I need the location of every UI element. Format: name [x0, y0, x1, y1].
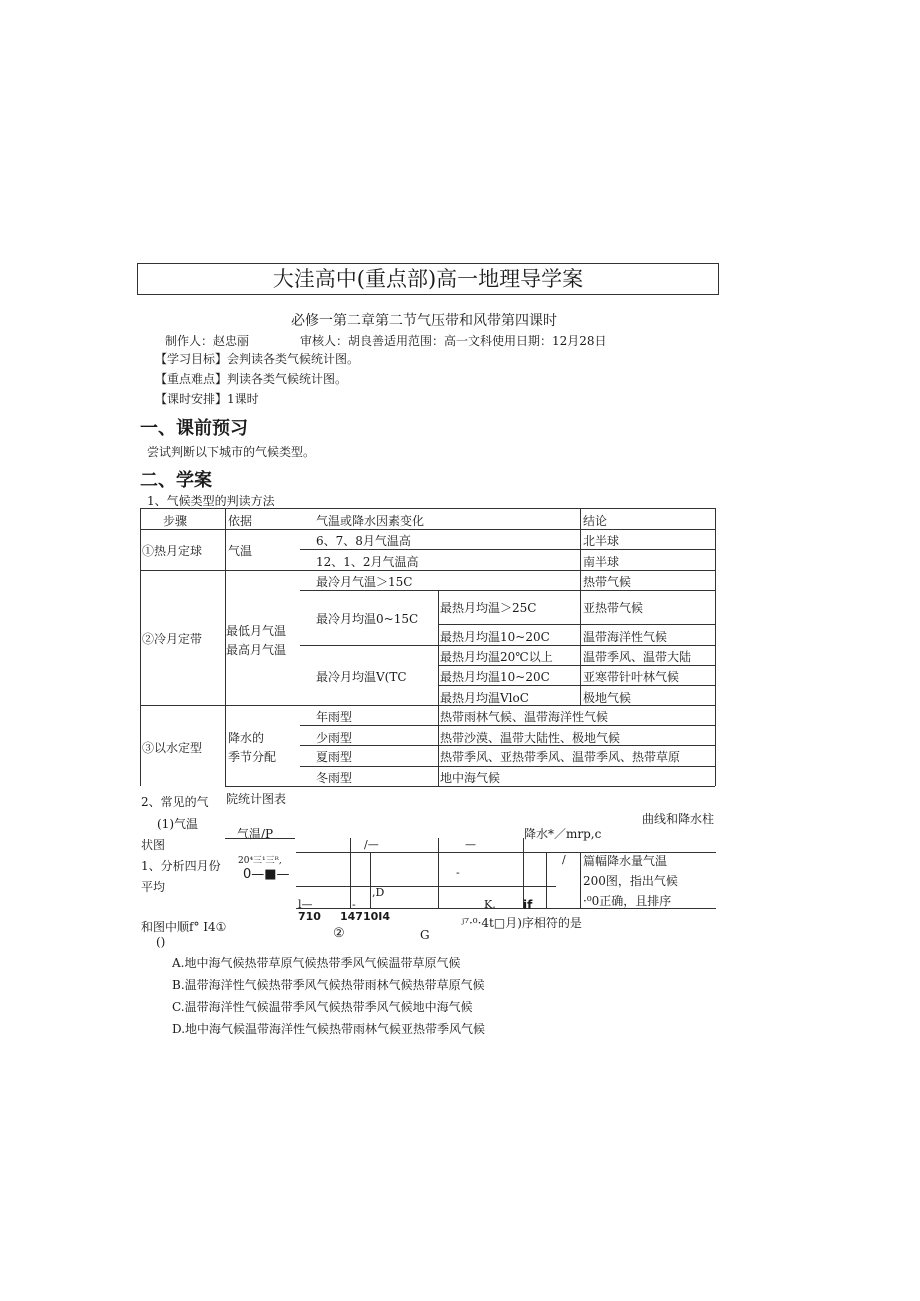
chart-frag1: 20⁴三¹三ᴿ, [238, 856, 282, 866]
step2-low-row3-result: 极地气候 [583, 691, 632, 705]
chart-frag7: / [562, 853, 566, 866]
part2-sub-c: (1)气温 [157, 817, 198, 831]
step3-basis-a: 降水的 [228, 731, 265, 745]
section1-text: 尝试判断以下城市的气候类型。 [147, 445, 316, 459]
chart-frag8: l— [298, 898, 313, 911]
step1-result-south: 南半球 [583, 555, 620, 569]
step1-change-north: 6、7、8月气温高 [316, 534, 411, 548]
subtitle: 必修一第二章第二节气压带和风带第四课时 [291, 313, 557, 329]
option-d: D.地中海气候温带海洋性气候热带雨林气候亚热带季风气候 [172, 1022, 486, 1036]
step1-result-north: 北半球 [583, 534, 620, 548]
step3-result-summer: 热带季风、亚热带季风、温带季风、热带草原 [440, 750, 681, 764]
step3-label: ③以水定型 [142, 741, 203, 755]
step3-type-summer: 夏雨型 [316, 750, 353, 764]
step2-low-row1-cond: 最热月均温20℃以上 [440, 650, 553, 664]
step2-low-row3-cond: 最热月均温VloC [440, 691, 529, 705]
question1-right-a: 篇幅降水量气温 [583, 854, 668, 868]
chart-frag4: — [465, 838, 476, 851]
step3-basis-b: 季节分配 [228, 750, 277, 764]
question1-right-b: 200图，指出气候 [583, 874, 678, 888]
step2-low-row2-cond: 最热月均温10~20C [440, 670, 550, 684]
chart-frag13: 14710I4 [340, 910, 391, 923]
header-change: 气温或降水因素变化 [316, 514, 425, 528]
step1-basis: 气温 [228, 544, 253, 558]
answer-paren: () [156, 935, 166, 949]
step2-mid-row1-cond: 最热月均温＞25C [440, 601, 537, 615]
step3-type-winter: 冬雨型 [316, 771, 353, 785]
step3-type-year: 年雨型 [316, 710, 353, 724]
step2-mid-cond: 最冷月均温0~15C [316, 612, 419, 626]
option-c: C.温带海洋性气候温带季风气候热带季风气候地中海气候 [172, 1000, 473, 1014]
chart-frag6: ,D [372, 886, 385, 899]
question1-mid: ʲ⁷·⁰·4t□月)序相符的是 [461, 916, 582, 930]
key-difficulty: 【重点难点】判读各类气候统计图。 [155, 372, 348, 386]
part2-sub-d: 曲线和降水柱 [642, 812, 715, 826]
axis-precip-label: 降水*／mrp,c [524, 827, 602, 841]
question1-a: 1、分析四月份 [141, 859, 221, 873]
step1-label: ①热月定球 [142, 544, 203, 558]
section2-subheading: 1、气候类型的判读方法 [147, 494, 275, 508]
author-label: 制作人：赵忠丽 [165, 334, 250, 348]
section2-heading: 二、学案 [140, 470, 212, 491]
chart-frag12: 710 [298, 910, 321, 923]
question1-right-c: ·⁰0正确，且排序 [583, 894, 672, 908]
question1-line: 和图中顺f° I4① [141, 920, 227, 934]
marker-g: G [420, 928, 430, 942]
part2-sub-e: 状图 [141, 838, 166, 852]
header-basis: 依据 [228, 514, 253, 528]
axis-temp-label: 气温/P [237, 827, 274, 841]
step1-change-south: 12、1、2月气温高 [316, 555, 419, 569]
option-b: B.温带海洋性气候热带季风气候热带雨林气候热带草原气候 [172, 978, 485, 992]
header-step: 步骤 [163, 514, 188, 528]
chart-frag3: /— [364, 838, 379, 851]
header-result: 结论 [583, 514, 608, 528]
circle-two: ② [333, 926, 345, 941]
step2-low-row1-result: 温带季风、温带大陆 [583, 650, 692, 664]
chart-frag10: K. [484, 898, 496, 911]
document-title: 大洼高中(重点部)高一地理导学案 [137, 263, 719, 295]
step2-mid-row2-result: 温带海洋性气候 [583, 630, 668, 644]
option-a: A.地中海气候热带草原气候热带季风气候温带草原气候 [172, 956, 461, 970]
question1-b: 平均 [141, 880, 166, 894]
step3-result-year: 热带雨林气候、温带海洋性气候 [440, 710, 609, 724]
chart-frag11: if [523, 898, 533, 912]
step2-low-row2-result: 亚寒带针叶林气候 [583, 670, 680, 684]
step2-label: ②冷月定带 [142, 632, 203, 646]
chart-frag5: - [456, 866, 460, 879]
step2-basis-min: 最低月气温 [226, 624, 287, 638]
step2-mid-row1-result: 亚热带气候 [583, 601, 644, 615]
step2-low-cond: 最冷月均温V(TC [316, 670, 407, 684]
step2-mid-row2-cond: 最热月均温10~20C [440, 630, 550, 644]
step3-result-winter: 地中海气候 [440, 771, 501, 785]
chart-frag2: 0—■— [243, 867, 290, 882]
step2-tropical-result: 热带气候 [583, 575, 632, 589]
reviewer-label: 审核人：胡良善适用范围：高一文科使用日期：12月28日 [300, 334, 607, 348]
step3-type-little: 少雨型 [316, 731, 353, 745]
step2-tropical-cond: 最冷月气温＞15C [316, 575, 413, 589]
part2-heading-b: 院统计图表 [226, 792, 287, 806]
section1-heading: 一、课前预习 [140, 418, 248, 439]
part2-heading-a: 2、常见的气 [141, 795, 209, 809]
chart-frag9: - [352, 898, 356, 911]
class-schedule: 【课时安排】1课时 [155, 392, 259, 406]
step3-result-little: 热带沙漠、温带大陆性、极地气候 [440, 731, 621, 745]
learning-goal: 【学习目标】会判读各类气候统计图。 [155, 352, 360, 366]
step2-basis-max: 最高月气温 [226, 643, 287, 657]
